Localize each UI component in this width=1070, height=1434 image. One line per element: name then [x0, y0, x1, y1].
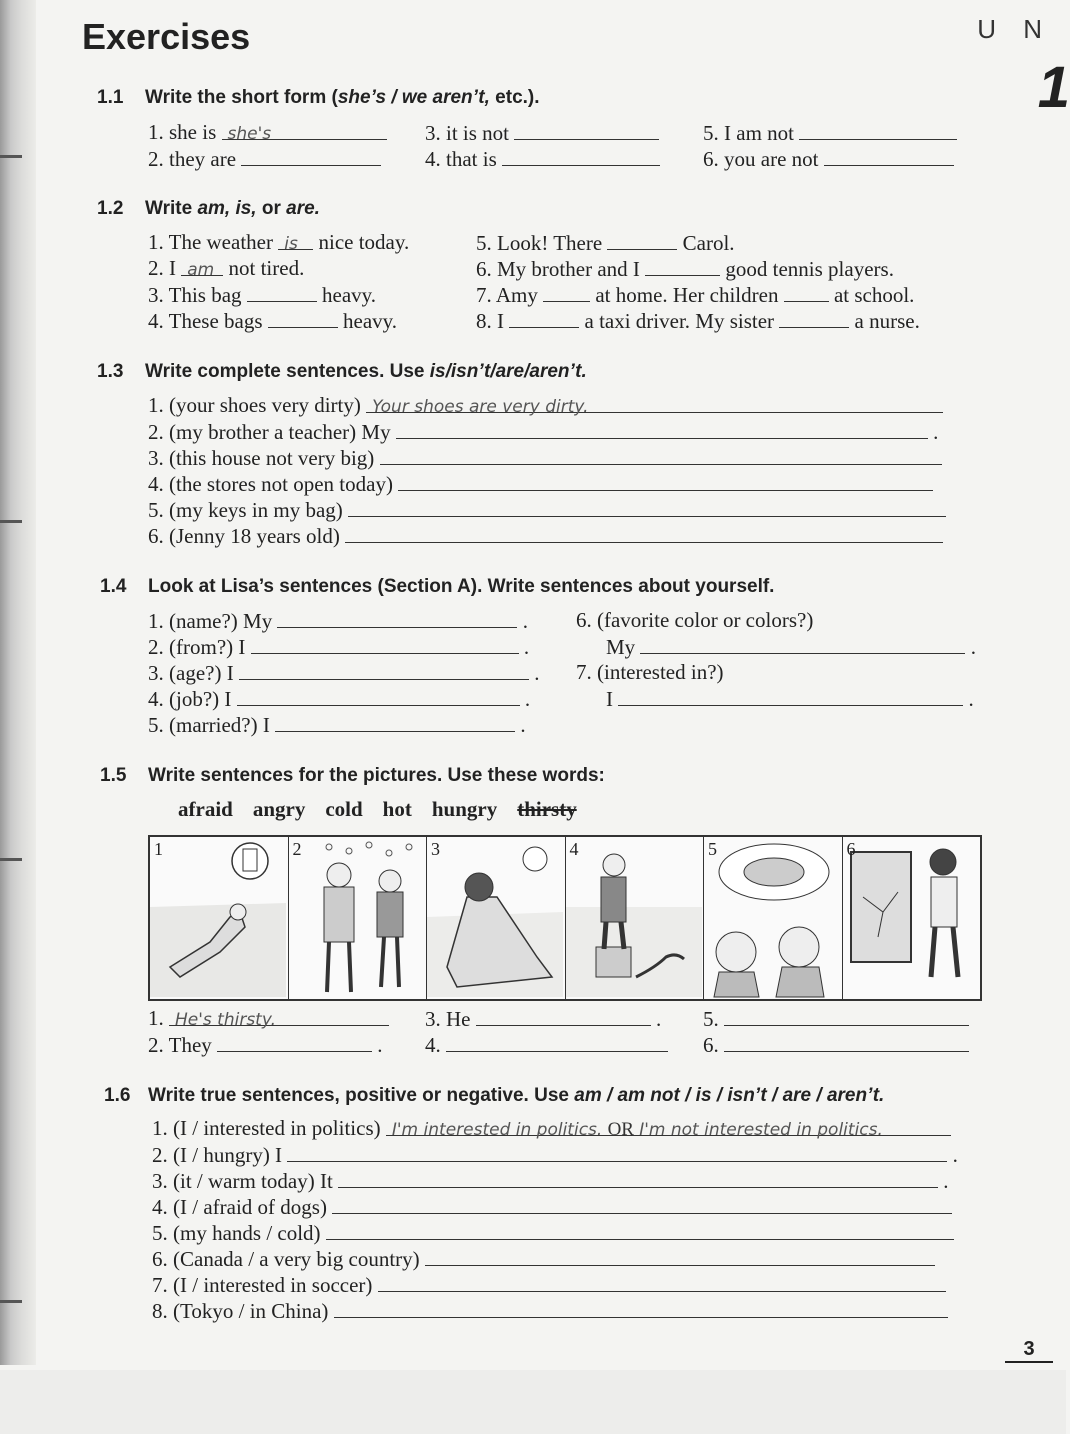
exercise-item: 4. (the stores not open today): [148, 470, 933, 497]
exercise-item: My .: [606, 635, 976, 659]
exercise-item: 4. These bags heavy.: [148, 309, 398, 333]
section-heading: 1.4 Look at Lisa’s sentences (Section A). Write sentences about yourself.: [100, 576, 775, 597]
section-heading: 1.5 Write sentences for the pictures. Use these words:: [100, 765, 605, 786]
exercise-item: 6.: [703, 1031, 969, 1058]
picture-angry-man: 6: [843, 837, 981, 999]
section-heading: 1.1 Write the short form (she’s / we aren’t, etc.).: [97, 87, 540, 108]
exercise-item: 1. He's thirsty.: [148, 1005, 389, 1031]
exercise-item: 5.: [703, 1005, 969, 1032]
section-heading: 1.3 Write complete sentences. Use is/isn’t/are/aren’t.: [97, 361, 587, 382]
exercise-item: 2. they are: [148, 145, 381, 172]
exercise-item: 6. (favorite color or colors?): [576, 608, 814, 632]
exercise-item: 4. (job?) I .: [148, 687, 531, 711]
exercise-item: 4.: [425, 1031, 668, 1058]
exercise-item: 6. you are not: [703, 145, 954, 172]
picture-hot-man: 3: [427, 837, 566, 999]
exercise-item: 6. (Jenny 18 years old): [148, 522, 943, 549]
exercise-item: 3. He .: [425, 1007, 662, 1031]
exercise-item: 8. I a taxi driver. My sister a nurse.: [476, 309, 920, 333]
page-number: 3: [1005, 1338, 1053, 1363]
exercise-item: 3. (this house not very big): [148, 444, 942, 471]
exercise-item: 4. (I / afraid of dogs): [152, 1193, 952, 1220]
exercise-item: 1. The weather is nice today.: [148, 230, 410, 254]
exercise-item: 3. This bag heavy.: [148, 283, 377, 307]
exercise-item: 1. (name?) My .: [148, 609, 528, 633]
exercise-item: 1. (I / interested in politics) I'm interested in politics. OR I'm not interested in politics.: [152, 1115, 951, 1141]
picture-cold-couple: 2: [289, 837, 428, 999]
section-heading: 1.2 Write am, is, or are.: [97, 198, 320, 219]
picture-thirsty-man: 1: [150, 837, 289, 999]
binding-edge: [0, 0, 36, 1365]
exercise-item: 5. Look! There Carol.: [476, 231, 735, 255]
exercise-item: 5. (my hands / cold): [152, 1219, 954, 1246]
exercise-item: 7. (I / interested in soccer): [152, 1271, 946, 1298]
exercise-item: 2. (I / hungry) I .: [152, 1143, 958, 1167]
page-title: Exercises: [82, 16, 251, 57]
exercise-item: 6. My brother and I good tennis players.: [476, 257, 894, 281]
exercise-item: 8. (Tokyo / in China): [152, 1297, 948, 1324]
exercise-item: 2. I am not tired.: [148, 256, 305, 280]
exercise-item: 3. it is not: [425, 119, 659, 146]
exercise-item: 3. (age?) I .: [148, 661, 540, 685]
exercise-item: 2. They .: [148, 1033, 383, 1057]
exercise-item: 1. (your shoes very dirty) Your shoes are very dirty.: [148, 392, 943, 418]
exercise-item: 2. (my brother a teacher) My .: [148, 420, 939, 444]
exercise-item: 2. (from?) I .: [148, 635, 530, 659]
exercise-item: 5. I am not: [703, 119, 957, 146]
picture-strip: [148, 835, 982, 1001]
section-heading: 1.6 Write true sentences, positive or negative. Use am / am not / is / isn’t / are / aren’t.: [104, 1085, 885, 1106]
picture-hungry-boys: 5: [704, 837, 843, 999]
picture-afraid-girl: 4: [566, 837, 705, 999]
exercise-item: 5. (married?) I .: [148, 713, 526, 737]
exercise-item: 7. (interested in?): [576, 660, 724, 684]
page-margin-bottom: [0, 1370, 1066, 1434]
exercise-item: 7. Amy at home. Her children at school.: [476, 283, 915, 307]
exercise-item: 4. that is: [425, 145, 660, 172]
exercise-item: I .: [606, 687, 974, 711]
word-bank: afraid angry cold hot hungry thirsty: [178, 797, 577, 821]
unit-number: 1: [1037, 55, 1070, 120]
unit-label: U N: [977, 14, 1052, 44]
exercise-item: 3. (it / warm today) It .: [152, 1169, 949, 1193]
exercise-item: 6. (Canada / a very big country): [152, 1245, 935, 1272]
exercise-item: 1. she is she's: [148, 119, 387, 145]
exercise-item: 5. (my keys in my bag): [148, 496, 946, 523]
